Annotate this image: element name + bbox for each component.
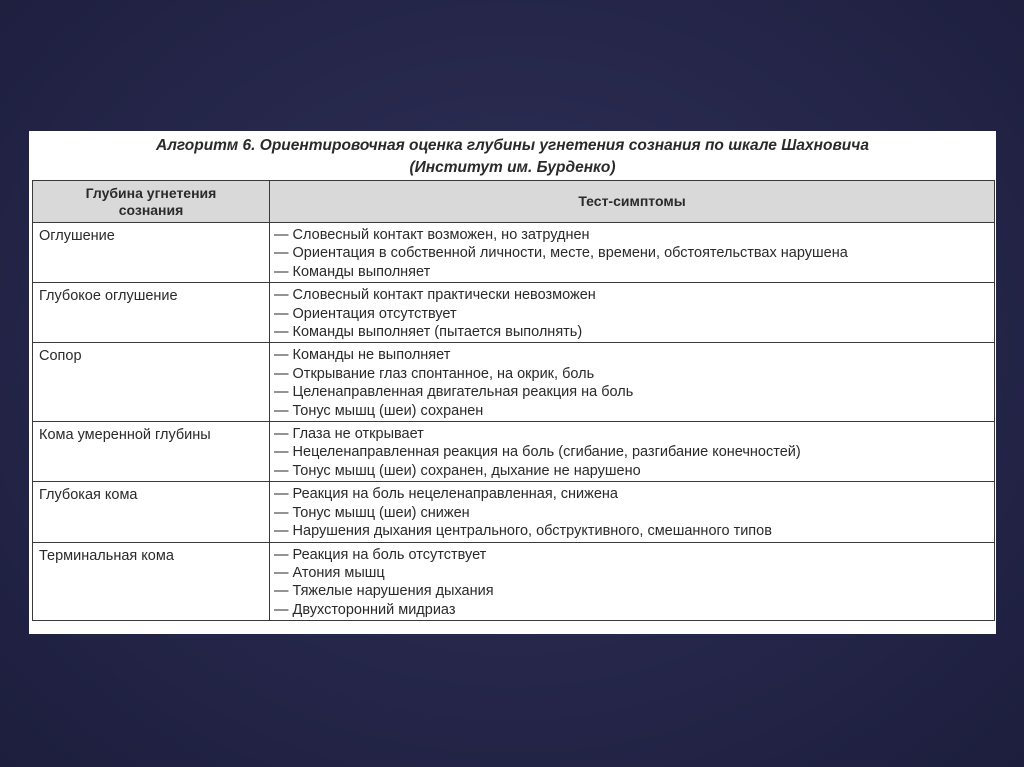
row-depth: Глубокое оглушение [33,283,270,343]
table-row [33,482,995,542]
table-row [33,422,995,482]
header-depth [33,181,270,223]
row-symptoms [270,283,995,343]
table-header-row [33,181,995,223]
row-depth: Сопор [33,343,270,422]
table-row [33,343,995,422]
symptom-line: — Команды выполняет [274,263,431,280]
row-depth: Терминальная кома [33,542,270,621]
symptom-line: — Открывание глаз спонтанное, на окрик, боль [274,365,595,382]
symptom-line: — Двухсторонний мидриаз [274,601,456,618]
table-row [33,542,995,621]
symptom-line: — Словесный контакт практически невозможен [274,287,596,304]
symptom-line: — Нецеленаправленная реакция на боль (сгибание, разгибание конечностей) [274,444,801,461]
symptom-line: — Реакция на боль отсутствует [274,546,487,563]
symptom-line: — Тонус мышц (шеи) сохранен [274,402,484,419]
symptom-line: — Словесный контакт возможен, но затруднен [274,227,590,243]
row-symptoms [270,343,995,422]
symptom-line: — Глаза не открывает [274,426,424,443]
slide-card [29,131,996,634]
header-symptoms: Тест-симптомы [270,181,995,223]
table-row [33,283,995,343]
symptom-line: — Целенаправленная двигательная реакция на боль [274,384,634,401]
consciousness-depth-table [32,180,995,621]
symptom-line: — Тонус мышц (шеи) снижен [274,504,470,521]
row-symptoms [270,422,995,482]
symptom-line: — Ориентация отсутствует [274,305,457,322]
row-depth: Глубокая кома [33,482,270,542]
table-title-line2: (Институт им. Бурденко) [409,159,616,176]
symptom-line: — Атония мышц [274,564,385,581]
row-symptoms [270,542,995,621]
table-title [29,131,996,181]
symptom-line: — Нарушения дыхания центрального, обструктивного, смешанного типов [274,523,772,540]
table-row [33,223,995,283]
symptom-line: — Команды не выполняет [274,347,451,364]
row-depth: Кома умеренной глубины [33,422,270,482]
symptom-line: — Команды выполняет (пытается выполнять) [274,324,583,341]
row-depth: Оглушение [33,223,270,283]
symptom-line: — Тонус мышц (шеи) сохранен, дыхание не нарушено [274,462,641,479]
header-depth-line2: сознания [118,201,184,218]
symptom-line: — Ориентация в собственной личности, месте, времени, обстоятельствах нарушена [274,245,848,262]
table-title-line1: Алгоритм 6. Ориентировочная оценка глубины угнетения сознания по шкале Шахновича [156,137,869,154]
symptom-line: — Тяжелые нарушения дыхания [274,583,494,600]
row-symptoms [270,482,995,542]
symptom-line: — Реакция на боль нецеленаправленная, снижена [274,486,618,503]
header-depth-line1: Глубина угнетения [85,184,217,201]
row-symptoms [270,223,995,283]
